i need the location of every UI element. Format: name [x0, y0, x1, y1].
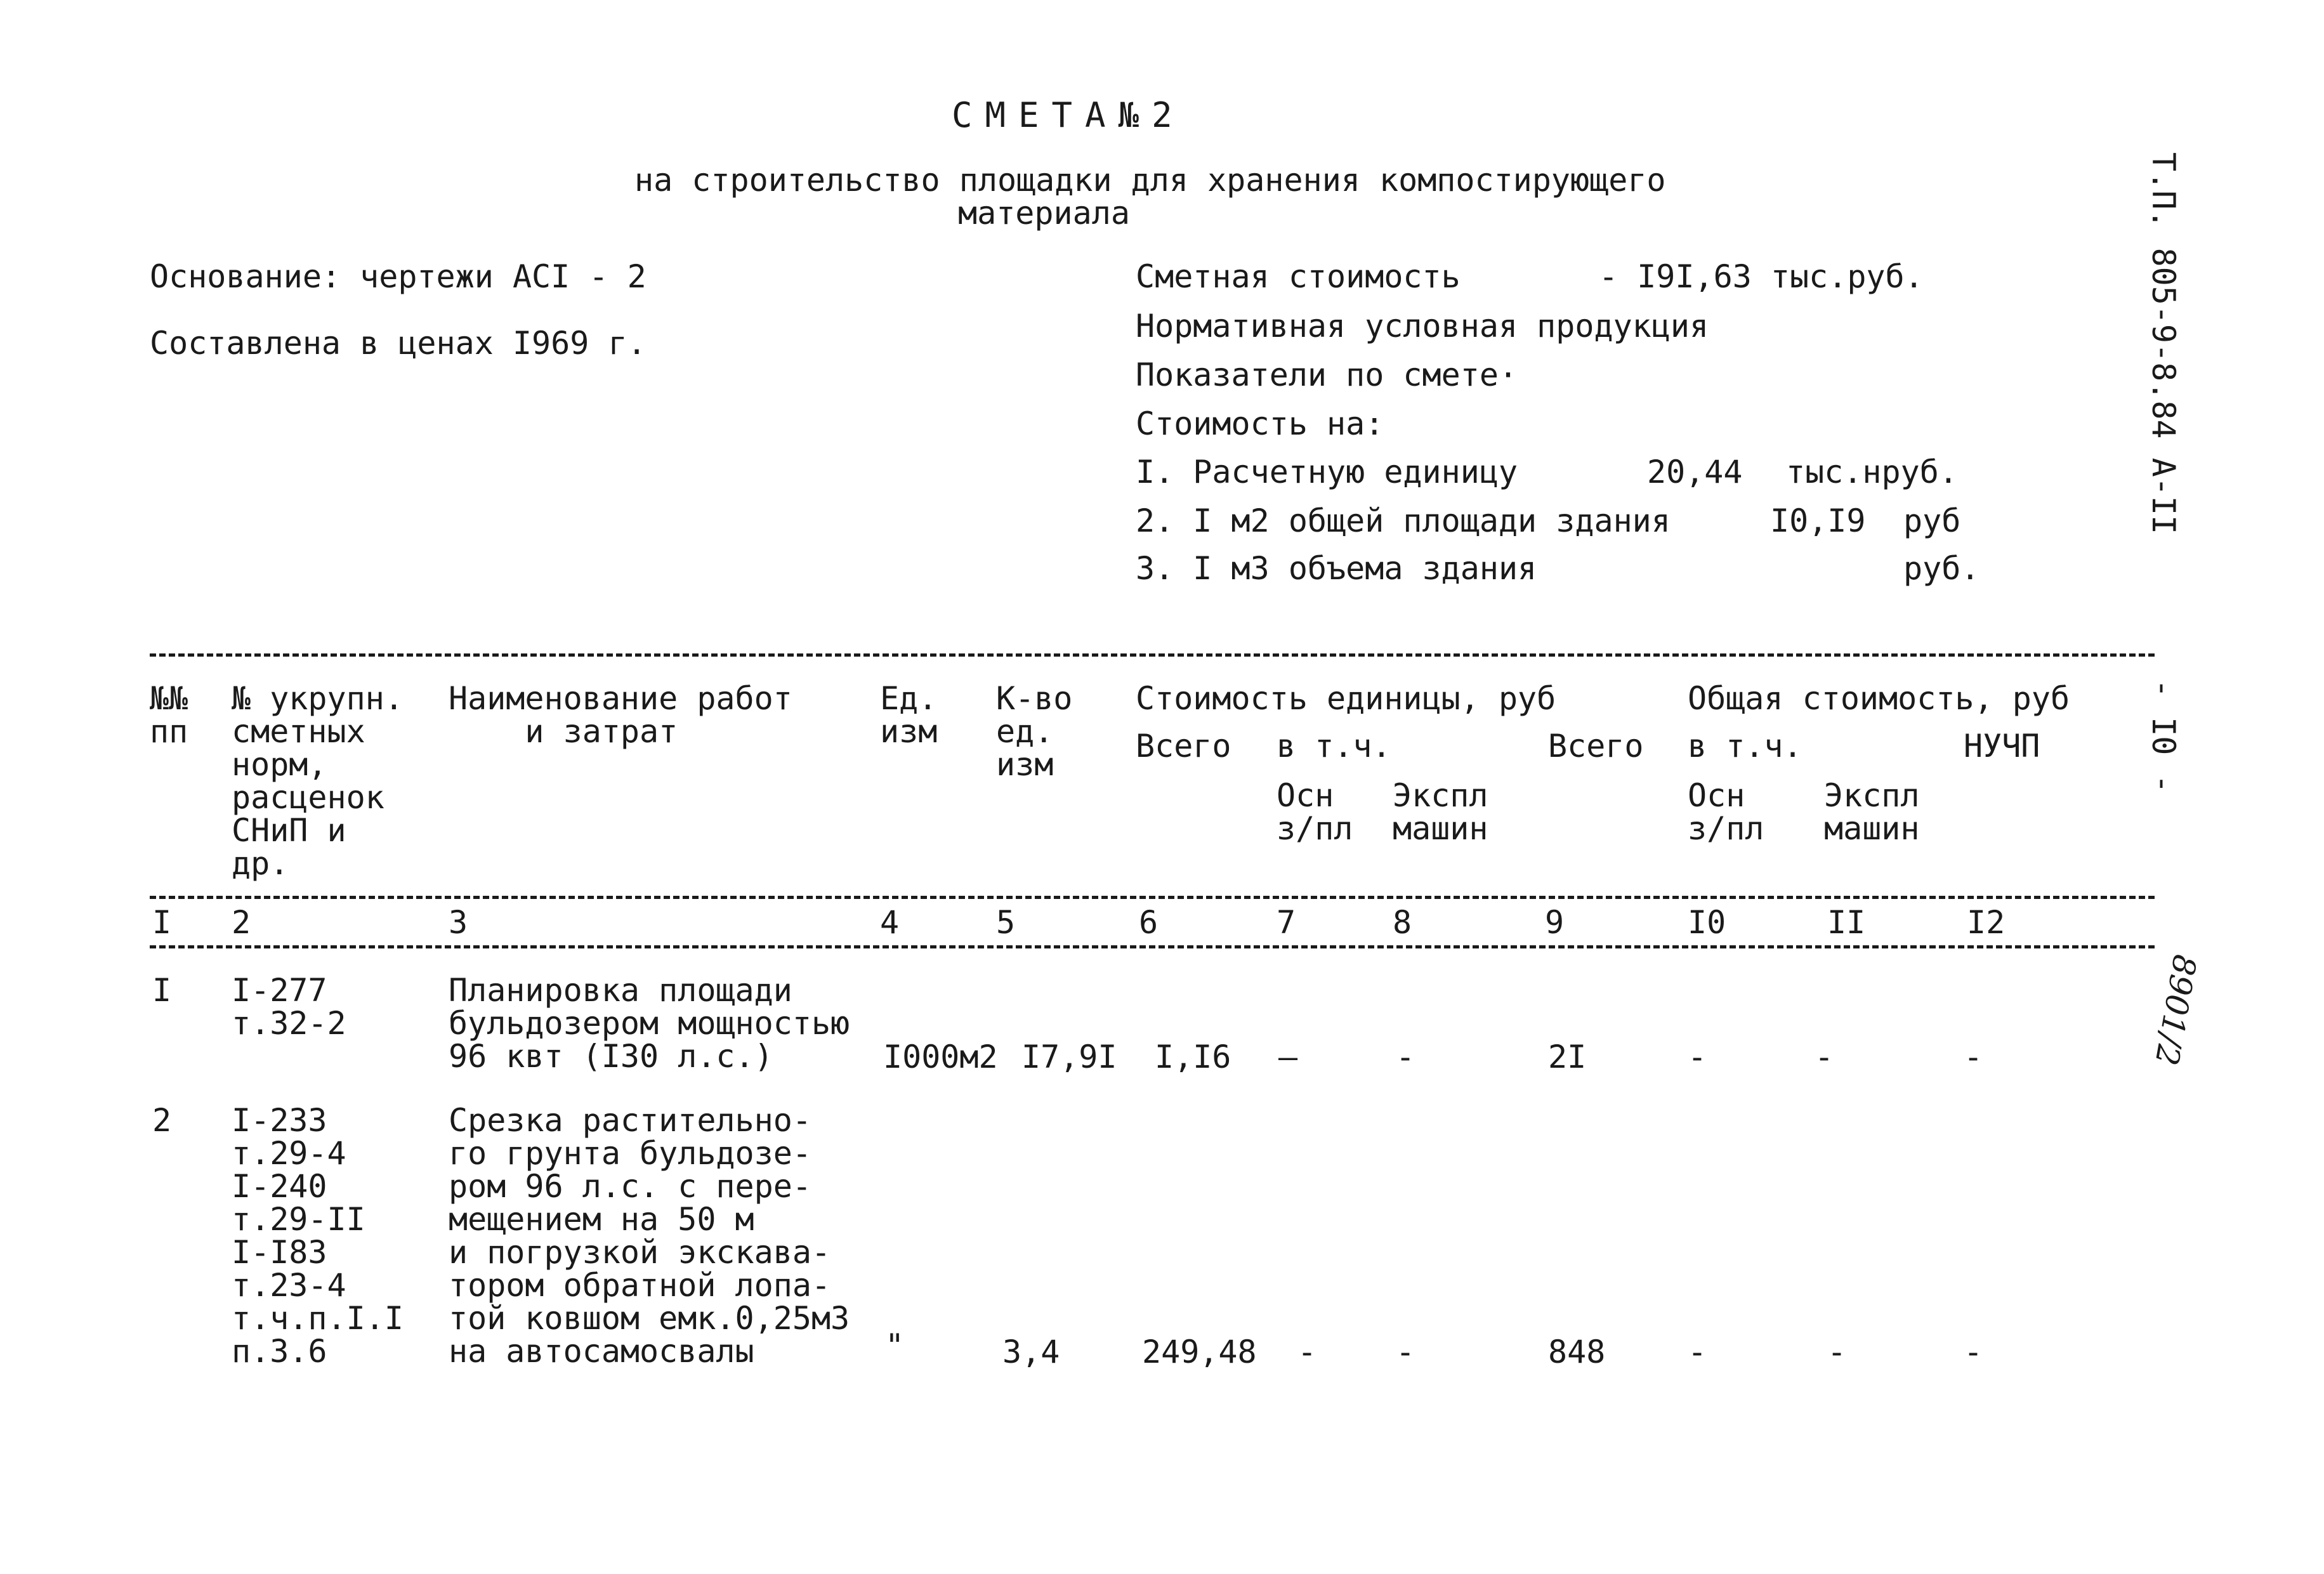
table-row-1-unit-total: I,I6	[1155, 1039, 1231, 1075]
document-subtitle-line2: материала	[958, 195, 1130, 232]
cost-per-text: Стоимость на:	[1136, 405, 1384, 442]
header-total-cost: Общая стоимость, руб	[1688, 680, 2070, 717]
colnum-6: 6	[1139, 904, 1159, 941]
basis-text: Основание: чертежи АСI - 2	[150, 258, 647, 295]
colnum-1: I	[152, 904, 172, 941]
table-row-2-total: 848	[1548, 1334, 1606, 1370]
table-row-2-unit: "	[885, 1327, 905, 1364]
colnum-bottom-rule	[150, 945, 2155, 948]
handwritten-ref-vertical: 8901/2	[2148, 952, 2203, 1068]
header-col-unit: Ед. изм	[880, 680, 938, 750]
header-unit-total: Всего	[1136, 728, 1231, 764]
header-col-name: Наименование работ и затрат	[449, 680, 792, 750]
normative-text: Нормативная условная продукция	[1136, 308, 1709, 344]
table-row-2-num: 2	[152, 1102, 172, 1139]
header-nuchp: НУЧП	[1964, 728, 2040, 764]
item2-unit: руб	[1903, 502, 1961, 539]
table-row-2-qty: 3,4	[1002, 1334, 1060, 1370]
table-row-2-unit-expl: -	[1396, 1334, 1415, 1370]
header-total-expl: Экспл машин	[1824, 777, 1920, 847]
table-row-1-unit: I000м2	[883, 1039, 998, 1075]
header-col-num: №№ пп	[150, 680, 188, 750]
item3-label: 3. I м3 объема здания	[1136, 550, 1537, 587]
item2-value: I0,I9	[1770, 502, 1866, 539]
table-row-2-unit-osn: -	[1297, 1334, 1317, 1370]
colnum-12: I2	[1967, 904, 2006, 941]
table-row-1-total: 2I	[1548, 1039, 1587, 1075]
document-title: СМЕТА№2	[952, 95, 1185, 135]
prices-text: Составлена в ценах I969 г.	[150, 325, 647, 362]
header-col-norms: № укрупн. сметных норм, расценок СНиП и др.	[232, 680, 404, 882]
table-row-1-qty: I7,9I	[1021, 1039, 1117, 1075]
doc-code-vertical: Т.П. 805-9-8.84 А-II	[2145, 152, 2182, 535]
table-row-2-total-expl: -	[1827, 1334, 1847, 1370]
header-total-incl: в т.ч.	[1688, 728, 1802, 764]
table-row-1-nuchp: -	[1964, 1039, 1983, 1075]
table-row-2-nuchp: -	[1964, 1334, 1983, 1370]
colnum-3: 3	[449, 904, 468, 941]
table-row-1-unit-osn: —	[1278, 1039, 1298, 1075]
table-top-rule	[150, 653, 2155, 657]
header-col-qty: К-во ед. изм	[996, 680, 1073, 783]
item1-label: I. Расчетную единицу	[1136, 454, 1518, 490]
header-unit-osn: Осн з/пл	[1277, 777, 1353, 847]
colnum-4: 4	[880, 904, 900, 941]
table-row-1-norms: I-277 т.32-2	[232, 972, 346, 1042]
colnum-2: 2	[232, 904, 251, 941]
table-row-1-total-osn: -	[1688, 1039, 1707, 1075]
table-row-2-name: Срезка растительно- го грунта бульдозе- ром 96 л.с. с пере- мещением на 50 м и погрузкой экскава- тором обратной лопа- той ковшом емк.0,25м3 на автосамосвалы	[449, 1102, 850, 1370]
colnum-5: 5	[996, 904, 1016, 941]
item1-unit: тыс.нруб.	[1786, 454, 1958, 490]
table-row-1-unit-expl: -	[1396, 1039, 1415, 1075]
header-total-total: Всего	[1548, 728, 1644, 764]
table-row-2-norms: I-233 т.29-4 I-240 т.29-II I-I83 т.23-4 т.ч.п.I.I п.3.6	[232, 1102, 404, 1370]
table-row-2-total-osn: -	[1688, 1334, 1707, 1370]
header-total-osn: Осн з/пл	[1688, 777, 1764, 847]
cost-value: - I9I,63 тыс.руб.	[1599, 258, 1924, 295]
table-row-1-name: Планировка площади бульдозером мощностью 96 квт (I30 л.с.)	[449, 972, 850, 1075]
header-bottom-rule	[150, 896, 2155, 899]
item1-value: 20,44	[1647, 454, 1743, 490]
indicators-text: Показатели по смете·	[1136, 357, 1518, 393]
header-unit-expl: Экспл машин	[1393, 777, 1488, 847]
colnum-9: 9	[1545, 904, 1565, 941]
colnum-10: I0	[1688, 904, 1726, 941]
colnum-11: II	[1827, 904, 1866, 941]
header-unit-incl: в т.ч.	[1277, 728, 1391, 764]
colnum-7: 7	[1277, 904, 1296, 941]
table-row-2-unit-total: 249,48	[1142, 1334, 1257, 1370]
table-row-1-total-expl: -	[1815, 1039, 1834, 1075]
cost-label: Сметная стоимость	[1136, 258, 1461, 295]
page-number-vertical: - I0 -	[2145, 679, 2182, 794]
document-subtitle-line1: на строительство площадки для хранения компостирующего	[634, 162, 1666, 199]
table-row-1-num: I	[152, 972, 172, 1009]
colnum-8: 8	[1393, 904, 1412, 941]
item2-label: 2. I м2 общей площади здания	[1136, 502, 1671, 539]
header-unit-cost: Стоимость единицы, руб	[1136, 680, 1556, 717]
item3-unit: руб.	[1903, 550, 1980, 587]
